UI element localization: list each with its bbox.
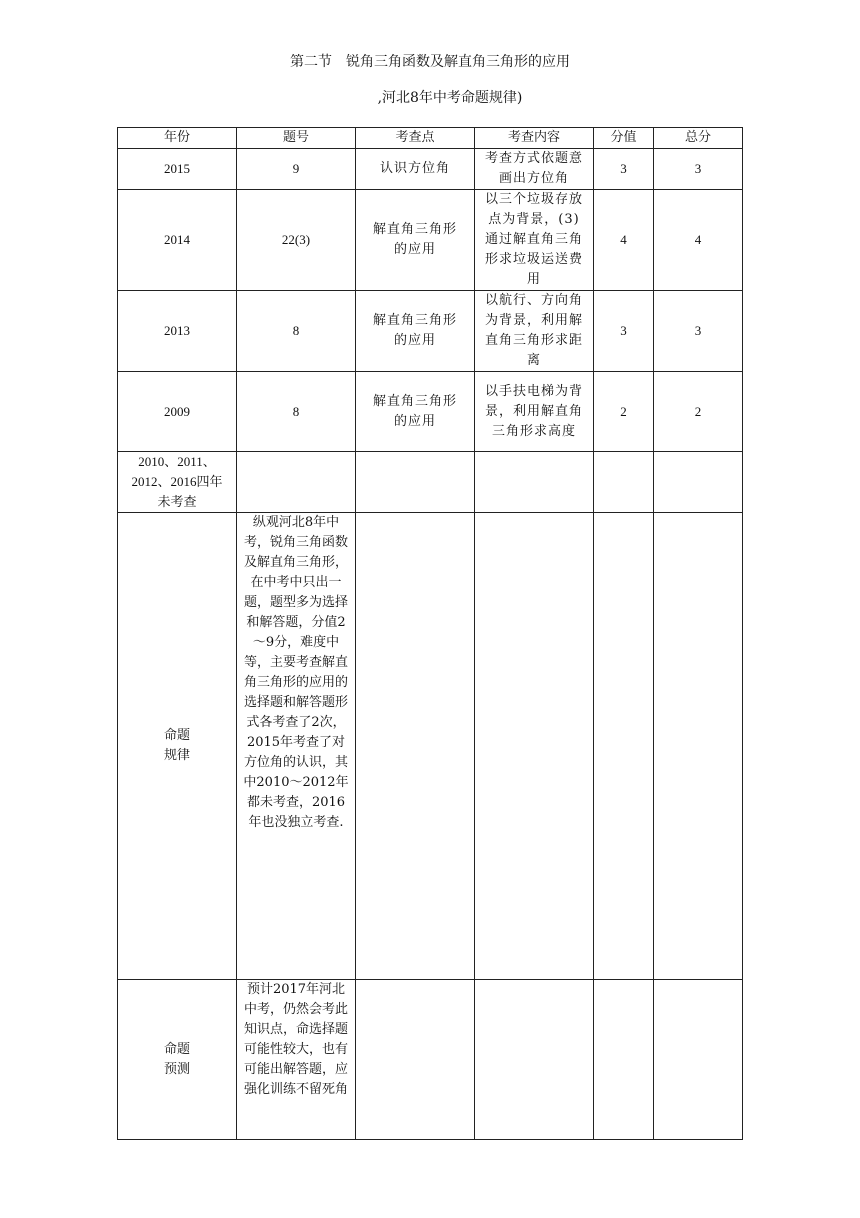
cell-number: 9: [237, 149, 356, 190]
predict-row: [118, 980, 743, 1140]
col-header-point: 考查点: [356, 128, 475, 149]
col-header-score: 分值: [594, 128, 654, 149]
cell-point: 解直角三角形的应用: [356, 372, 475, 452]
cell-total: 4: [654, 190, 743, 291]
cell-year: 2015: [118, 149, 237, 190]
empty-cell: [475, 513, 594, 980]
cell-content: 以航行、方向角为背景，利用解直角三角形求距离: [475, 291, 594, 372]
cell-total: 2: [654, 372, 743, 452]
cell-total: 3: [654, 291, 743, 372]
cell-score: 3: [594, 149, 654, 190]
exam-table: [117, 127, 743, 1140]
rule-text: 纵观河北8年中考，锐角三角函数及解直角三角形，在中考中只出一题，题型多为选择和解答题，分值2～9分，难度中等，主要考查解直角三角形的应用的选择题和解答题形式各考查了2次，2015年考查了对方位角的认识，其中2010～2012年都未考查，2016年也没独立考查.: [237, 513, 356, 980]
cell-total: [654, 452, 743, 513]
rule-label: 命题规律: [118, 513, 237, 980]
col-header-total: 总分: [654, 128, 743, 149]
cell-point: 解直角三角形的应用: [356, 291, 475, 372]
section-subtitle: ,河北8年中考命题规律): [377, 90, 523, 106]
cell-content: 考查方式依题意画出方位角: [475, 149, 594, 190]
table-header-row: [118, 128, 743, 149]
cell-year: 2014: [118, 190, 237, 291]
cell-content: 以三个垃圾存放点为背景，(3)通过解直角三角形求垃圾运送费用: [475, 190, 594, 291]
cell-score: 2: [594, 372, 654, 452]
col-header-year: 年份: [118, 128, 237, 149]
empty-cell: [356, 513, 475, 980]
cell-number: [237, 452, 356, 513]
cell-point: 认识方位角: [356, 149, 475, 190]
table-row: [118, 149, 743, 190]
predict-label: 命题预测: [118, 980, 237, 1140]
empty-cell: [594, 980, 654, 1140]
cell-year: 2013: [118, 291, 237, 372]
col-header-content: 考查内容: [475, 128, 594, 149]
cell-score: [594, 452, 654, 513]
cell-content: 以手扶电梯为背景，利用解直角三角形求高度: [475, 372, 594, 452]
empty-cell: [594, 513, 654, 980]
empty-cell: [654, 980, 743, 1140]
table-row: [118, 291, 743, 372]
table-row: [118, 452, 743, 513]
cell-score: 3: [594, 291, 654, 372]
page-title: 第二节 锐角三角函数及解直角三角形的应用: [290, 54, 570, 70]
empty-cell: [654, 513, 743, 980]
cell-point: [356, 452, 475, 513]
cell-number: 8: [237, 291, 356, 372]
empty-cell: [475, 980, 594, 1140]
cell-number: 22(3): [237, 190, 356, 291]
table-row: [118, 372, 743, 452]
predict-text: 预计2017年河北中考，仍然会考此知识点，命选择题可能性较大，也有可能出解答题，应强化训练不留死角: [237, 980, 356, 1140]
cell-point: 解直角三角形的应用: [356, 190, 475, 291]
cell-year: 2009: [118, 372, 237, 452]
rule-row: [118, 513, 743, 980]
cell-content: [475, 452, 594, 513]
cell-year: 2010、2011、2012、2016四年未考查: [118, 452, 237, 513]
cell-total: 3: [654, 149, 743, 190]
col-header-number: 题号: [237, 128, 356, 149]
empty-cell: [356, 980, 475, 1140]
cell-score: 4: [594, 190, 654, 291]
table-row: [118, 190, 743, 291]
cell-number: 8: [237, 372, 356, 452]
